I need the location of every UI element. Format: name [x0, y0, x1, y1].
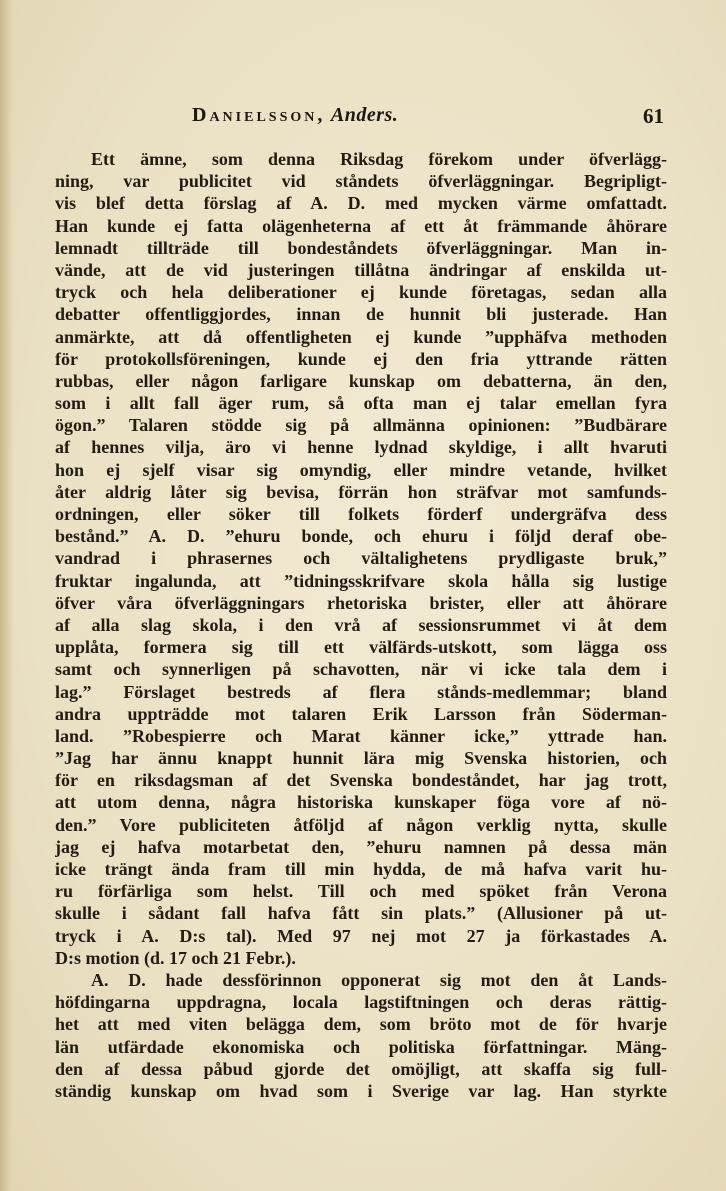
text-line: andra uppträdde mot talaren Erik Larsson från Söderman- [55, 703, 667, 724]
text-line: ögon.” Talaren stödde sig på allmänna opinionen: ”Budbärare [55, 415, 667, 436]
text-line: D:s motion (d. 17 och 21 Febr.). [55, 947, 296, 968]
body-text [55, 148, 667, 1102]
text-line: land. ”Robespierre och Marat känner icke,” yttrade han. [55, 725, 667, 746]
text-line: debatter offentliggjordes, innan de hunnit bli justerade. Han [55, 304, 667, 325]
text-line: öfver våra öfverläggningars rhetoriska brister, eller att åhörare [55, 592, 667, 613]
page-number: 61 [643, 104, 664, 128]
text-line: höfdingarna uppdragna, locala lagstiftningen och deras rättig- [55, 992, 667, 1013]
text-line: vis blef detta förslag af A. D. med mycken värme omfattadt. [55, 193, 667, 214]
text-line: vände, att de vid justeringen tillåtna ändringar af enskilda ut- [55, 259, 667, 280]
text-line: hon ej sjelf visar sig omyndig, eller mindre vetande, hvilket [55, 459, 667, 480]
text-line: ru förfärliga som helst. Till och med spöket från Verona [55, 881, 667, 902]
text-line: af hennes vilja, äro vi henne lydnad skyldige, i allt hvaruti [55, 437, 667, 458]
page-gutter-edge [0, 0, 14, 1191]
text-line: icke trängt ända fram till min hydda, de må hafva varit hu- [55, 859, 667, 879]
text-line: anmärkte, att då offentligheten ej kunde ”upphäfva methoden [55, 326, 667, 347]
text-line: ”Jag har ännu knappt hunnit lära mig Svenska historien, och [55, 748, 667, 769]
header-given-name: Anders. [330, 104, 399, 126]
text-line: rubbas, eller någon farligare kunskap om debatterna, än den, [55, 370, 667, 391]
text-line: skulle i sådant fall hafva fått sin plats.” (Allusioner på ut- [55, 903, 667, 924]
running-head-title [192, 104, 398, 127]
text-line: tryck i A. D:s tal). Med 97 nej mot 27 ja förkastades A. [55, 925, 667, 946]
text-line: ning, var publicitet vid ståndets öfverläggningar. Begripligt- [55, 171, 667, 192]
header-surname: Danielsson, [192, 104, 326, 126]
text-line: åter aldrig låter sig bevisa, förrän hon sträfvar mot samfunds- [55, 481, 667, 502]
text-line: A. D. hade dessförinnon opponerat sig mot den åt Lands- [91, 969, 667, 990]
running-header [192, 104, 664, 134]
text-line: att utom denna, några historiska kunskaper föga vore af nö- [55, 792, 667, 813]
text-line: lag.” Förslaget bestreds af flera stånds-medlemmar; bland [55, 681, 667, 702]
text-line: län utfärdade ekonomiska och politiska författningar. Mäng- [55, 1036, 667, 1057]
text-line: den.” Vore publiciteten åtföljd af någon verklig nytta, skulle [55, 814, 667, 835]
text-line: för protokollsföreningen, kunde ej den fria yttrande rätten [55, 348, 667, 369]
text-line: vandrad i phrasernes och vältalighetens prydligaste bruk,” [55, 548, 667, 569]
text-line: fruktar ingalunda, att ”tidningsskrifvare skola hålla sig lustige [55, 570, 667, 591]
text-line: upplåta, formera sig till ett välfärds-utskott, som lägga oss [55, 637, 667, 658]
text-line: för en riksdagsman af det Svenska bondeståndet, har jag trott, [55, 770, 667, 791]
text-line: som i allt fall äger rum, så ofta man ej talar emellan fyra [55, 393, 667, 414]
text-line: den af dessa påbud gjorde det omöjligt, att skaffa sig full- [55, 1058, 667, 1079]
text-line: het att med viten belägga dem, som bröto mot de för hvarje [55, 1014, 667, 1035]
text-line: lemnadt tillträde till bondeståndets öfverläggningar. Man in- [55, 237, 667, 258]
text-line: tryck och hela deliberationer ej kunde företagas, sedan alla [55, 282, 667, 303]
text-line: af alla slag skola, i den vrå af sessionsrummet vi åt dem [55, 614, 667, 635]
text-line: Han kunde ej fatta olägenheterna af ett åt främmande åhörare [55, 215, 667, 236]
text-line: samt och synnerligen på schavotten, när vi icke tala dem i [55, 659, 667, 680]
text-line: ordningen, eller söker till folkets förderf undergräfva dess [55, 504, 667, 524]
text-line: ständig kunskap om hvad som i Sverige var lag. Han styrkte [55, 1080, 667, 1101]
text-line: jag ej hafva motarbetat den, ”ehuru namnen på dessa män [55, 836, 667, 857]
text-line: bestånd.” A. D. ”ehuru bonde, och ehuru i följd deraf obe- [55, 526, 667, 547]
text-line: Ett ämne, som denna Riksdag förekom under öfverlägg- [91, 149, 667, 169]
